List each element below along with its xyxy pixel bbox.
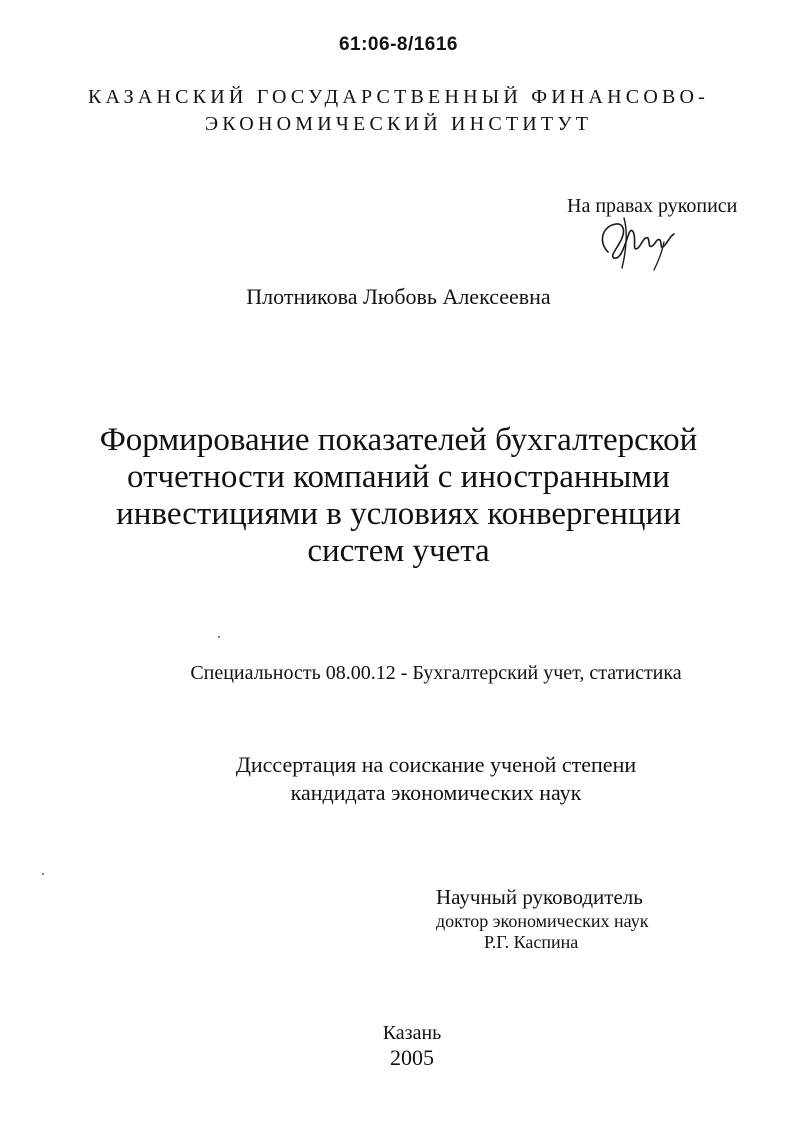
institute-name xyxy=(0,84,797,138)
supervisor-title: Научный руководитель xyxy=(436,885,643,909)
supervisor-degree: доктор экономических наук xyxy=(436,911,649,931)
degree-line-1: Диссертация на соискание ученой степени xyxy=(235,752,637,777)
degree-line-2: кандидата экономических наук xyxy=(290,780,582,805)
author-name: Плотникова Любовь Алексеевна xyxy=(246,284,551,309)
title-line-2: отчетности компаний с иностранными xyxy=(127,459,670,495)
institute-line-2: ЭКОНОМИЧЕСКИЙ ИНСТИТУТ xyxy=(204,113,593,135)
title-line-1: Формирование показателей бухгалтерской xyxy=(99,422,698,458)
signature-icon xyxy=(594,212,684,272)
institute-line-1: КАЗАНСКИЙ ГОСУДАРСТВЕННЫЙ ФИНАНСОВО- xyxy=(87,86,710,108)
degree-statement xyxy=(0,751,797,807)
year: 2005 xyxy=(390,1045,434,1070)
dissertation-title xyxy=(40,422,757,570)
supervisor-name: Р.Г. Каспина xyxy=(484,932,579,952)
title-line-3: инвестициями в условиях конвергенции xyxy=(116,496,681,532)
specialty: Специальность 08.00.12 - Бухгалтерский учет, статистика xyxy=(190,662,682,684)
city: Казань xyxy=(382,1022,442,1044)
scan-speck xyxy=(42,873,44,875)
catalog-code: 61:06-8/1616 xyxy=(338,34,459,55)
rights-note: На правах рукописи xyxy=(567,195,738,217)
scan-speck xyxy=(218,636,220,638)
title-line-4: систем учета xyxy=(307,533,490,569)
